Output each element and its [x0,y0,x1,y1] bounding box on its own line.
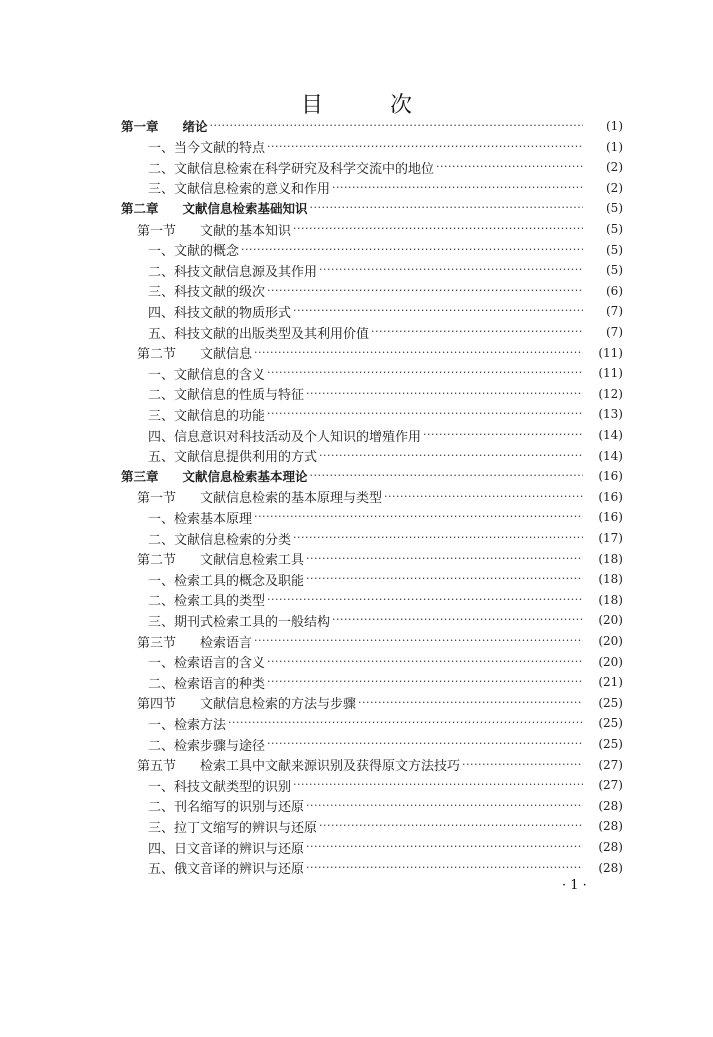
toc-entry-item [148,569,623,589]
leader-dots [384,487,583,507]
toc-entry-section [137,219,623,239]
toc-entry-item [148,446,623,466]
leader-dots [210,116,583,136]
toc-entry-label [148,838,306,857]
leader-dots [306,837,583,857]
leader-dots [332,178,583,198]
toc-entry-item [148,157,623,177]
toc-entry-item [148,590,623,610]
toc-page-number: (18) [598,551,623,566]
leader-dots [293,301,583,321]
toc-entry-item [148,610,623,630]
toc-page-number: (2) [606,160,623,175]
toc-entry-label [148,405,267,424]
leader-dots [306,569,583,589]
toc-entry-text: 文献信息检索的基本原理与类型 [200,491,383,507]
leader-dots [267,363,583,383]
toc-page-number: (20) [598,613,623,628]
toc-entry-item [148,837,623,857]
toc-entry-text: 二、检索步骤与途径 [148,738,266,754]
toc-entry-text: 三、文献信息的功能 [148,408,266,424]
toc-entry-label [148,858,306,877]
toc-entry-section [137,549,623,569]
toc-entry-item [148,652,623,672]
toc-entry-label [121,199,310,217]
toc-entry-label [148,137,267,156]
toc-page-number: (5) [606,201,623,216]
toc-entry-text: 绪论 [182,119,208,134]
toc-entry-label [148,529,293,548]
toc-entry-text: 二、检索工具的类型 [148,594,266,610]
toc-page-number: (18) [598,572,623,587]
leader-dots [267,652,583,672]
leader-dots [267,404,583,424]
toc-entry-text: 三、科技文献的级次 [148,285,266,301]
leader-dots [358,693,583,713]
toc-entry-text: 三、文献信息检索的意义和作用 [148,182,331,198]
leader-dots [293,219,583,239]
toc-entry-item [148,301,623,321]
leader-dots [228,713,583,733]
toc-entry-text: 二、文献信息的性质与特征 [148,388,305,404]
leader-dots [254,507,583,527]
toc-entry-label [137,220,293,239]
leader-dots [293,775,583,795]
toc-entry-item [148,528,623,548]
toc-page-number: (7) [606,325,623,339]
toc-page-number: (5) [606,222,623,236]
leader-dots [254,631,583,651]
leader-dots [267,137,583,157]
leader-dots [267,590,583,610]
toc-entry-number: 第一节 [137,491,177,507]
toc-entry-text: 二、刊名缩写的识别与还原 [148,800,305,816]
page-title: 目 次 [301,93,442,118]
toc-page-number: (27) [598,757,623,772]
toc-entry-item [148,281,623,301]
leader-dots [371,322,583,342]
toc-entry-text: 文献的基本知识 [200,223,292,239]
toc-page-number: (11) [598,366,623,381]
toc-page-number: (5) [606,263,623,278]
toc-entry-number: 第二节 [137,553,177,569]
leader-dots [267,672,583,692]
toc-page-number: (14) [598,448,623,463]
toc-entry-item [148,858,623,878]
toc-entry-label [121,117,210,135]
toc-entry-label [148,796,306,815]
toc-entry-text: 文献信息检索基础知识 [182,201,308,217]
toc-page-number: (28) [598,798,623,813]
toc-entry-text: 五、俄文音译的辨识与还原 [148,862,305,878]
toc-entry-item [148,240,623,260]
page-folio: · 1 · [562,878,587,893]
toc-entry-text: 检索语言 [200,635,253,651]
toc-page-number: (17) [598,531,623,545]
toc-entry-text: 二、科技文献信息源及其作用 [148,264,318,280]
toc-entry-section [137,343,623,363]
leader-dots [241,240,583,260]
toc-entry-item [148,384,623,404]
toc-page-number: (16) [598,489,623,504]
toc-entry-label [137,487,384,506]
toc-page-number: (12) [598,386,623,401]
toc-entry-text: 文献信息 [200,347,253,363]
toc-entry-text: 二、文献信息检索的分类 [148,532,292,548]
toc-entry-text: 一、检索基本原理 [148,511,253,527]
toc-page-number: (27) [598,778,623,793]
toc-page-number: (25) [598,695,623,710]
toc-page-number: (14) [598,428,623,442]
toc-entry-section [137,755,623,775]
toc-entry-number: 第一节 [137,223,177,239]
toc-entry-number: 第三章 [121,469,159,485]
toc-page-number: (6) [606,283,623,298]
toc-entry-text: 四、科技文献的物质形式 [148,305,292,321]
toc-entry-chapter [121,116,623,136]
toc-entry-label [148,590,267,609]
toc-page-number: (28) [598,840,623,854]
leader-dots [319,446,583,466]
toc-entry-text: 文献信息检索的方法与步骤 [200,697,357,713]
toc-page-number: (28) [598,860,623,875]
leader-dots [254,343,583,363]
toc-entry-label [148,611,332,630]
leader-dots [436,157,583,177]
leader-dots [423,425,583,445]
toc-page-number: (11) [598,345,623,360]
toc-page-number: (20) [598,654,623,669]
toc-entry-item [148,713,623,733]
toc-entry-text: 三、期刊式检索工具的一般结构 [148,614,331,630]
toc-entry-label [137,632,254,651]
leader-dots [306,549,583,569]
toc-page-number: (20) [598,634,623,648]
toc-entry-label [148,281,267,300]
toc-page-number: (28) [598,819,623,834]
toc-entry-text: 三、拉丁文缩写的辨识与还原 [148,820,318,836]
toc-entry-label [148,508,254,527]
toc-entry-item [148,322,623,342]
leader-dots [306,796,583,816]
leader-dots [310,198,583,218]
toc-entry-text: 文献信息检索基本理论 [182,469,308,485]
toc-entry-label [137,549,306,568]
toc-entry-item [148,137,623,157]
toc-entry-item [148,404,623,424]
toc-entry-text: 一、科技文献类型的识别 [148,779,292,795]
leader-dots [306,384,583,404]
toc-entry-text: 一、文献信息的含义 [148,367,266,383]
toc-entry-text: 检索工具中文献来源识别及获得原文方法技巧 [200,759,461,775]
toc-page-number: (18) [598,592,623,607]
toc-entry-label [148,426,423,445]
toc-entry-section [137,487,623,507]
leader-dots [267,281,583,301]
toc-entry-number: 第四节 [137,697,177,713]
toc-entry-label [148,735,267,754]
toc-entry-number: 第一章 [121,119,159,134]
toc-entry-label [137,693,358,712]
toc-entry-text: 一、检索语言的含义 [148,656,266,672]
toc-entry-item [148,425,623,445]
toc-page-number: (25) [598,737,623,751]
toc-page-number: (16) [598,510,623,525]
leader-dots [332,610,583,630]
toc-entry-label [148,240,241,259]
toc-entry-label [148,446,319,465]
toc-entry-label [137,755,462,774]
toc-entry-item [148,816,623,836]
toc-entry-label [148,178,332,197]
toc-entry-label [148,384,306,403]
toc-entry-text: 四、信息意识对科技活动及个人知识的增殖作用 [148,429,422,445]
toc-entry-text: 二、文献信息检索在科学研究及科学交流中的地位 [148,161,435,177]
toc-entry-text: 一、当今文献的特点 [148,141,266,157]
toc-entry-label [148,776,293,795]
toc-entry-text: 一、文献的概念 [148,244,240,260]
toc-entry-label [148,817,319,836]
leader-dots [319,260,583,280]
toc-entry-number: 第二节 [137,347,177,363]
toc-entry-item [148,672,623,692]
toc-entry-chapter [121,198,623,218]
toc-entry-label [121,467,310,485]
toc-page-number: (16) [598,469,623,484]
toc-page-number: (1) [606,119,623,133]
toc-entry-label [148,364,267,383]
toc-page-number: (13) [598,407,623,422]
toc-page-number: (2) [606,180,623,195]
toc-entry-item [148,734,623,754]
toc-entry-number: 第二章 [121,201,159,217]
toc-entry-label [148,673,267,692]
toc-page-number: (25) [598,716,623,731]
toc-entry-section [137,631,623,651]
toc-entry-item [148,178,623,198]
toc-entry-label [148,261,319,280]
toc-entry-label [148,714,228,733]
toc-entry-text: 二、检索语言的种类 [148,676,266,692]
leader-dots [306,858,583,878]
leader-dots [293,528,583,548]
toc-page-number: (1) [606,139,623,154]
toc-entry-label [148,570,306,589]
toc-page-number: (21) [598,675,623,690]
toc-entry-text: 五、文献信息提供利用的方式 [148,450,318,466]
toc-entry-item [148,260,623,280]
toc-entry-item [148,775,623,795]
toc-entry-text: 一、检索工具的概念及职能 [148,573,305,589]
toc-entry-item [148,363,623,383]
toc-entry-item [148,507,623,527]
toc-entry-text: 一、检索方法 [148,717,227,733]
toc-entry-label [148,323,371,342]
toc-entry-text: 文献信息检索工具 [200,553,305,569]
toc-entry-label [148,158,436,177]
toc-entry-label [137,343,254,362]
leader-dots [310,466,583,486]
toc-entry-section [137,693,623,713]
toc-entry-number: 第三节 [137,635,177,651]
leader-dots [267,734,583,754]
toc-entry-number: 第五节 [137,759,177,775]
toc-entry-label [148,652,267,671]
toc-entry-text: 四、日文音译的辨识与还原 [148,841,305,857]
leader-dots [462,755,583,775]
toc-entry-chapter [121,466,623,486]
leader-dots [319,816,583,836]
toc-entry-item [148,796,623,816]
toc-page-number: (7) [606,304,623,319]
toc-page-number: (5) [606,242,623,257]
toc-entry-label [148,302,293,321]
toc-entry-text: 五、科技文献的出版类型及其利用价值 [148,326,370,342]
